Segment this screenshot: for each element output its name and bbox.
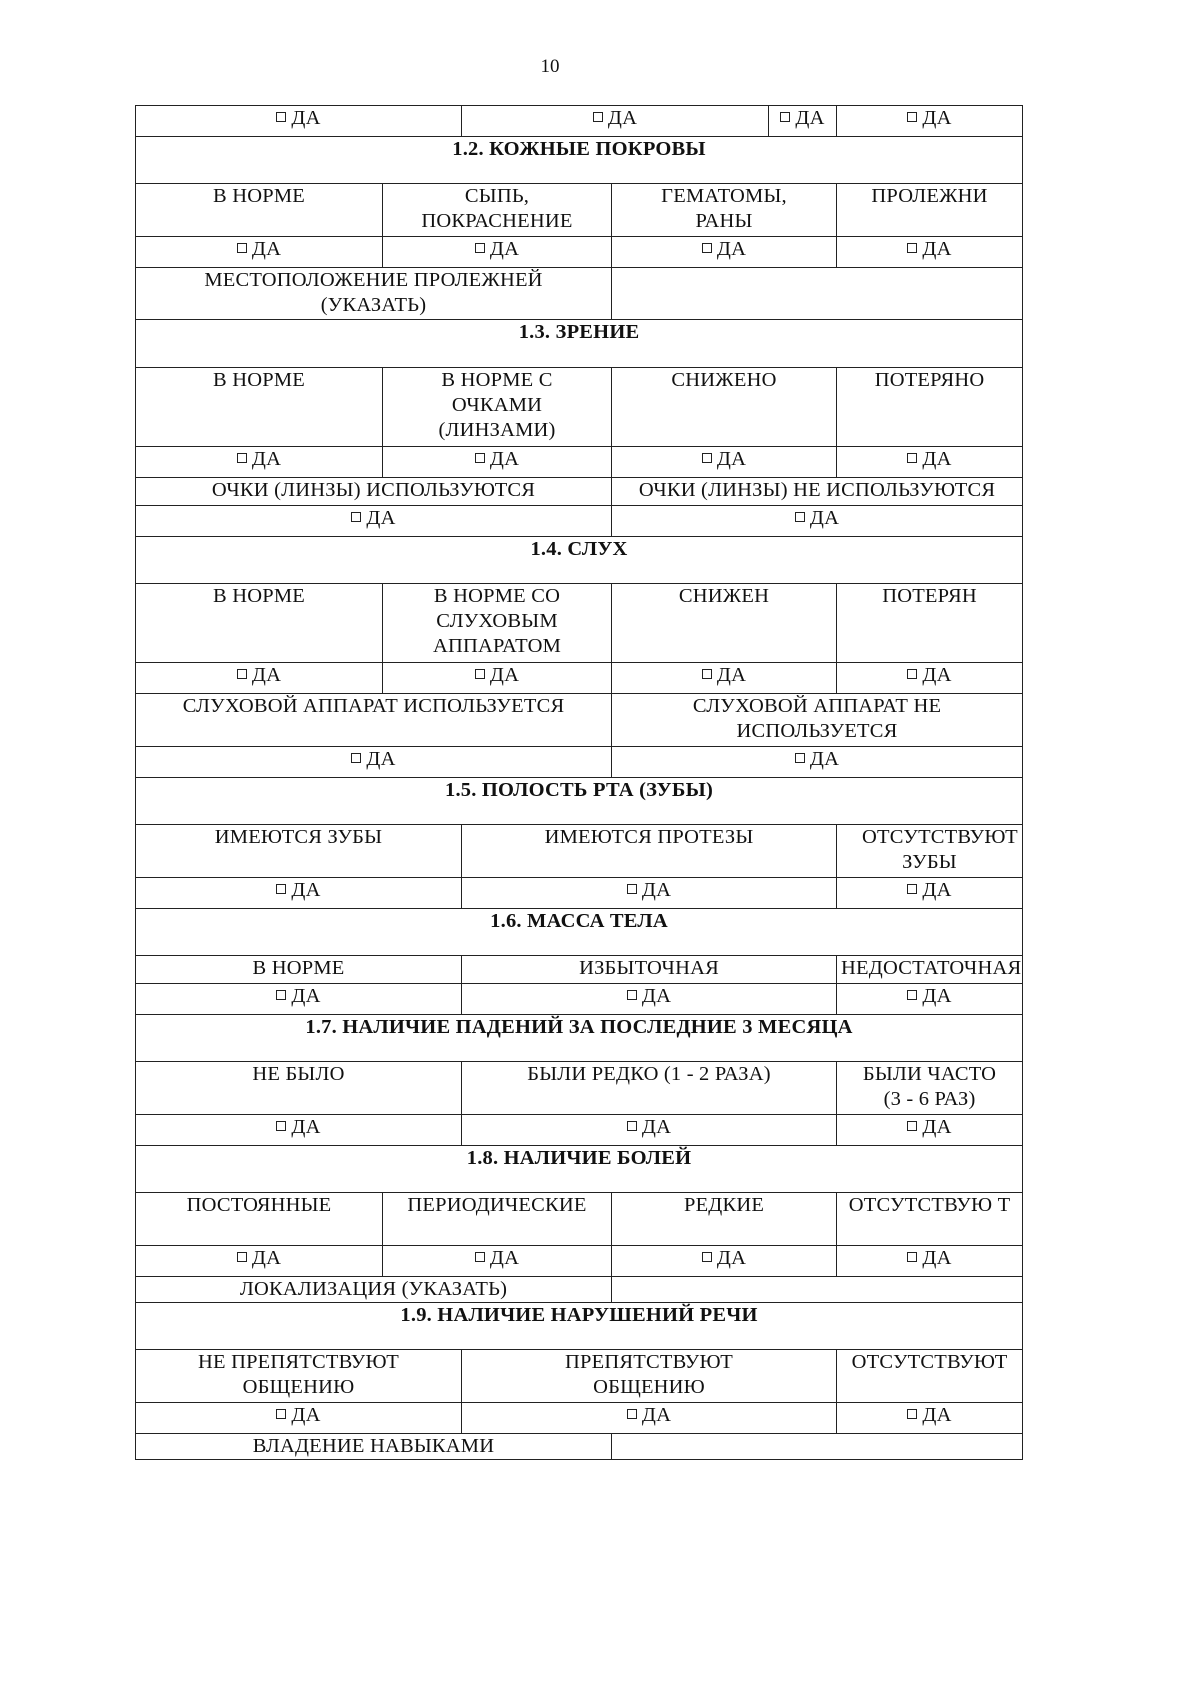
checkbox-icon[interactable] — [907, 1252, 917, 1262]
yes-checkbox-cell[interactable]: ДА — [136, 1246, 383, 1277]
top-yes-cell-4[interactable]: ДА — [837, 106, 1023, 137]
option-label: ГЕМАТОМЫ, РАНЫ — [612, 184, 837, 237]
yes-checkbox-cell[interactable]: ДА — [136, 447, 383, 478]
sub-option-label: СЛУХОВОЙ АППАРАТ ИСПОЛЬЗУЕТСЯ — [136, 694, 612, 747]
checkbox-icon[interactable] — [475, 669, 485, 679]
bedsore-location-input[interactable] — [612, 268, 1023, 320]
option-label: ОТСУТСТВУЮТ ЗУБЫ — [837, 825, 1023, 878]
top-yes-cell-3[interactable]: ДА — [769, 106, 837, 137]
yes-checkbox-cell[interactable]: ДА — [837, 1115, 1023, 1146]
option-label: ОТСУТСТВУЮТ — [837, 1350, 1023, 1403]
checkbox-icon[interactable] — [795, 753, 805, 763]
checkbox-icon[interactable] — [627, 1409, 637, 1419]
section-title-falls: 1.7. НАЛИЧИЕ ПАДЕНИЙ ЗА ПОСЛЕДНИЕ 3 МЕСЯЦА — [136, 1015, 1023, 1062]
yes-checkbox-cell[interactable]: ДА — [837, 878, 1023, 909]
section-title-vision: 1.3. ЗРЕНИЕ — [136, 320, 1023, 368]
sub-option-label: ОЧКИ (ЛИНЗЫ) НЕ ИСПОЛЬЗУЮТСЯ — [612, 478, 1023, 506]
checkbox-icon[interactable] — [702, 669, 712, 679]
section-title-skin: 1.2. КОЖНЫЕ ПОКРОВЫ — [136, 137, 1023, 184]
yes-checkbox-cell[interactable]: ДА — [136, 878, 462, 909]
yes-checkbox-cell[interactable]: ДА — [837, 447, 1023, 478]
checkbox-icon[interactable] — [627, 884, 637, 894]
yes-checkbox-cell[interactable]: ДА — [612, 447, 837, 478]
section-title-body-mass: 1.6. МАССА ТЕЛА — [136, 909, 1023, 956]
yes-checkbox-cell[interactable]: ДА — [383, 237, 612, 268]
option-label: СНИЖЕНО — [612, 368, 837, 447]
checkbox-icon[interactable] — [627, 1121, 637, 1131]
yes-checkbox-cell[interactable]: ДА — [462, 1115, 837, 1146]
checkbox-icon[interactable] — [702, 453, 712, 463]
option-label: В НОРМЕ СО СЛУХОВЫМ АППАРАТОМ — [383, 584, 612, 663]
yes-checkbox-cell[interactable]: ДА — [612, 747, 1023, 778]
option-label: В НОРМЕ — [136, 184, 383, 237]
top-yes-cell-1[interactable]: ДА — [136, 106, 462, 137]
yes-checkbox-cell[interactable]: ДА — [136, 506, 612, 537]
option-label: ИМЕЮТСЯ ПРОТЕЗЫ — [462, 825, 837, 878]
checkbox-icon[interactable] — [907, 669, 917, 679]
checkbox-icon[interactable] — [276, 1121, 286, 1131]
yes-checkbox-cell[interactable]: ДА — [837, 984, 1023, 1015]
yes-checkbox-cell[interactable]: ДА — [136, 1403, 462, 1434]
checkbox-icon[interactable] — [795, 512, 805, 522]
section-title-pain: 1.8. НАЛИЧИЕ БОЛЕЙ — [136, 1146, 1023, 1193]
yes-checkbox-cell[interactable]: ДА — [837, 1403, 1023, 1434]
option-label: ПОСТОЯННЫЕ — [136, 1193, 383, 1246]
checkbox-icon[interactable] — [237, 243, 247, 253]
yes-checkbox-cell[interactable]: ДА — [383, 1246, 612, 1277]
option-label: НЕ ПРЕПЯТСТВУЮТ ОБЩЕНИЮ — [136, 1350, 462, 1403]
yes-checkbox-cell[interactable]: ДА — [462, 984, 837, 1015]
option-label: ПРОЛЕЖНИ — [837, 184, 1023, 237]
checkbox-icon[interactable] — [237, 669, 247, 679]
option-label: НЕ БЫЛО — [136, 1062, 462, 1115]
checkbox-icon[interactable] — [276, 112, 286, 122]
checkbox-icon[interactable] — [276, 884, 286, 894]
option-label: ПОТЕРЯН — [837, 584, 1023, 663]
yes-checkbox-cell[interactable]: ДА — [837, 237, 1023, 268]
option-label: ИМЕЮТСЯ ЗУБЫ — [136, 825, 462, 878]
bedsore-location-label: МЕСТОПОЛОЖЕНИЕ ПРОЛЕЖНЕЙ (УКАЗАТЬ) — [136, 268, 612, 320]
checkbox-icon[interactable] — [475, 453, 485, 463]
yes-checkbox-cell[interactable]: ДА — [612, 237, 837, 268]
pain-location-input[interactable] — [612, 1277, 1023, 1303]
checkbox-icon[interactable] — [780, 112, 790, 122]
checkbox-icon[interactable] — [237, 453, 247, 463]
option-label: ИЗБЫТОЧНАЯ — [462, 956, 837, 984]
option-label: БЫЛИ РЕДКО (1 - 2 РАЗА) — [462, 1062, 837, 1115]
checkbox-icon[interactable] — [907, 243, 917, 253]
section-title-oral-cavity: 1.5. ПОЛОСТЬ РТА (ЗУБЫ) — [136, 778, 1023, 825]
checkbox-icon[interactable] — [907, 112, 917, 122]
yes-checkbox-cell[interactable]: ДА — [136, 747, 612, 778]
checkbox-icon[interactable] — [907, 1409, 917, 1419]
option-label: ПРЕПЯТСТВУЮТ ОБЩЕНИЮ — [462, 1350, 837, 1403]
checkbox-icon[interactable] — [627, 990, 637, 1000]
pain-location-label: ЛОКАЛИЗАЦИЯ (УКАЗАТЬ) — [136, 1277, 612, 1303]
checkbox-icon[interactable] — [907, 453, 917, 463]
option-label: ОТСУТСТВУЮ Т — [837, 1193, 1023, 1246]
sub-option-label: СЛУХОВОЙ АППАРАТ НЕ ИСПОЛЬЗУЕТСЯ — [612, 694, 1023, 747]
section-title-speech: 1.9. НАЛИЧИЕ НАРУШЕНИЙ РЕЧИ — [136, 1303, 1023, 1350]
checkbox-icon[interactable] — [593, 112, 603, 122]
yes-checkbox-cell[interactable]: ДА — [136, 1115, 462, 1146]
checkbox-icon[interactable] — [475, 243, 485, 253]
option-label: В НОРМЕ — [136, 956, 462, 984]
yes-checkbox-cell[interactable]: ДА — [612, 506, 1023, 537]
option-label: БЫЛИ ЧАСТО (3 - 6 РАЗ) — [837, 1062, 1023, 1115]
yes-checkbox-cell[interactable]: ДА — [136, 663, 383, 694]
yes-checkbox-cell[interactable]: ДА — [837, 1246, 1023, 1277]
checkbox-icon[interactable] — [907, 884, 917, 894]
option-label: В НОРМЕ — [136, 368, 383, 447]
skills-input[interactable] — [612, 1434, 1023, 1460]
option-label: В НОРМЕ С ОЧКАМИ (ЛИНЗАМИ) — [383, 368, 612, 447]
yes-checkbox-cell[interactable]: ДА — [383, 663, 612, 694]
checkbox-icon[interactable] — [276, 1409, 286, 1419]
section-title-hearing: 1.4. СЛУХ — [136, 537, 1023, 584]
sub-option-label: ОЧКИ (ЛИНЗЫ) ИСПОЛЬЗУЮТСЯ — [136, 478, 612, 506]
checkbox-icon[interactable] — [907, 990, 917, 1000]
yes-checkbox-cell[interactable]: ДА — [612, 663, 837, 694]
top-yes-cell-2[interactable]: ДА — [462, 106, 769, 137]
page-number: 10 — [540, 56, 560, 77]
skills-label: ВЛАДЕНИЕ НАВЫКАМИ — [136, 1434, 612, 1460]
yes-checkbox-cell[interactable]: ДА — [383, 447, 612, 478]
assessment-form-table — [135, 105, 1023, 1460]
checkbox-icon[interactable] — [702, 1252, 712, 1262]
yes-checkbox-cell[interactable]: ДА — [837, 663, 1023, 694]
option-label: ПЕРИОДИЧЕСКИЕ — [383, 1193, 612, 1246]
option-label: В НОРМЕ — [136, 584, 383, 663]
checkbox-icon[interactable] — [475, 1252, 485, 1262]
checkbox-icon[interactable] — [237, 1252, 247, 1262]
option-label: СНИЖЕН — [612, 584, 837, 663]
checkbox-icon[interactable] — [907, 1121, 917, 1131]
option-label: ПОТЕРЯНО — [837, 368, 1023, 447]
option-label: СЫПЬ, ПОКРАСНЕНИЕ — [383, 184, 612, 237]
yes-checkbox-cell[interactable]: ДА — [462, 878, 837, 909]
checkbox-icon[interactable] — [351, 753, 361, 763]
option-label: НЕДОСТАТОЧНАЯ — [837, 956, 1023, 984]
checkbox-icon[interactable] — [276, 990, 286, 1000]
yes-checkbox-cell[interactable]: ДА — [136, 984, 462, 1015]
option-label: РЕДКИЕ — [612, 1193, 837, 1246]
checkbox-icon[interactable] — [702, 243, 712, 253]
yes-checkbox-cell[interactable]: ДА — [462, 1403, 837, 1434]
checkbox-icon[interactable] — [351, 512, 361, 522]
yes-checkbox-cell[interactable]: ДА — [612, 1246, 837, 1277]
yes-checkbox-cell[interactable]: ДА — [136, 237, 383, 268]
